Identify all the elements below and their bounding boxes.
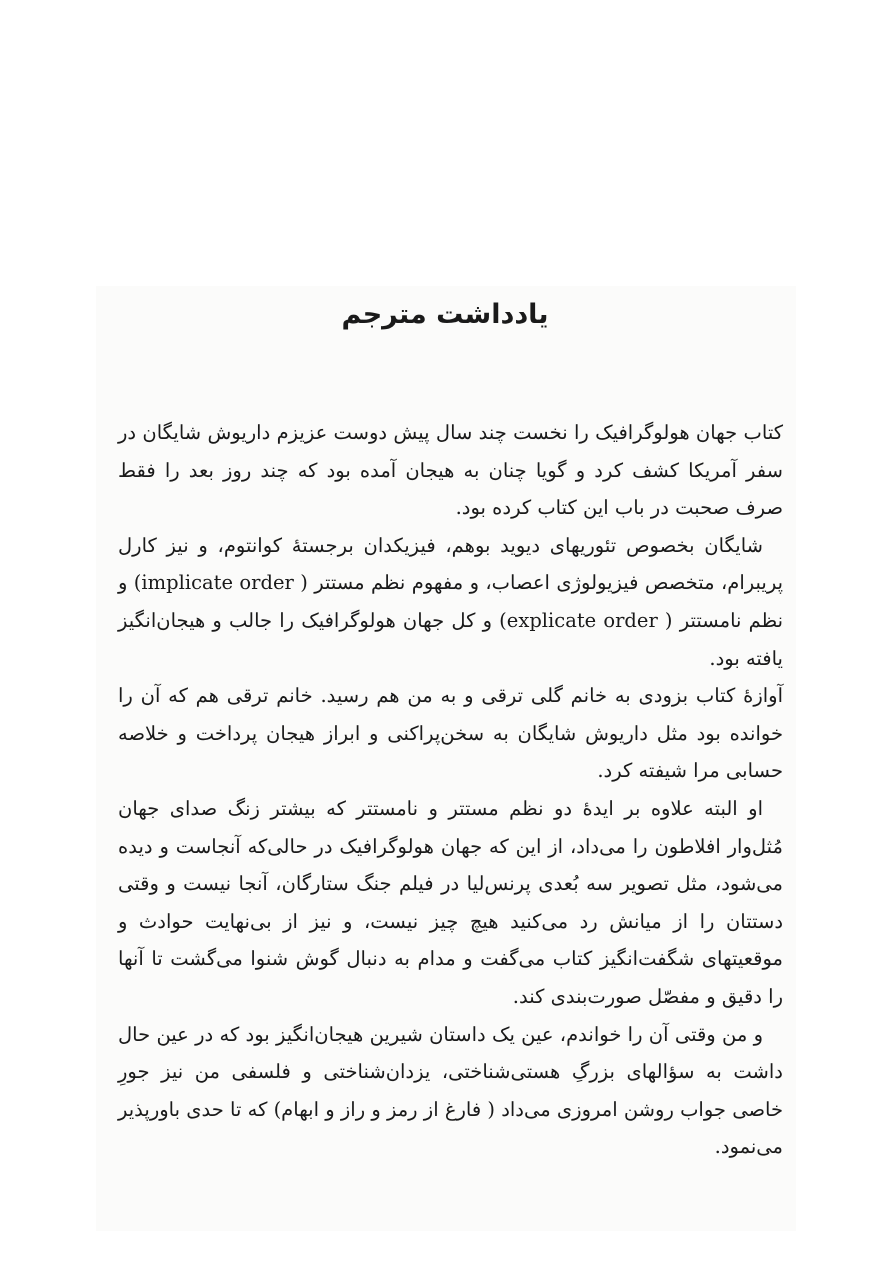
paragraph-2: شایگان بخصوص تئوریهای دیوید بوهم، فیزیکدان برجستهٔ کوانتوم، و نیز کارل پریبرام، متخصص فیزیولوژی اعصاب، و مفهوم نظم مستتر ( implicate order) و نظم نامستتر ( explicate order) و کل جهان هولوگرافیک را جالب و هیجان‌انگیز یافته بود. xyxy=(118,533,784,670)
page-title: یادداشت مترجم xyxy=(341,299,549,330)
document-body xyxy=(118,414,783,1166)
paragraph-4: او البته علاوه بر ایدهٔ دو نظم مستتر و نامستتر که بیشتر زنگ صدای جهان مُثل‌وار افلاطون را می‌داد، از این که جهان هولوگرافیک در حالی‌که آنجاست و دیده می‌شود، مثل تصویر سه بُعدی پرنس‌لیا در فیلم جنگ ستارگان، آنجا نیست و وقتی دستتان را از میانش رد می‌کنید هیچ چیز نیست، و نیز از بی‌نهایت حوادث و موقعیتهای شگفت‌انگیز کتاب می‌گفت و مدام به دنبال گوش شنوا می‌گشت تا آنها را دقیق و مفصّل صورت‌بندی کند. xyxy=(118,796,783,1008)
paragraph-5: و من وقتی آن را خواندم، عین یک داستان شیرین هیجان‌انگیز بود که در عین حال داشت به سؤالهای بزرگِ هستی‌شناختی، یزدان‌شناختی و فلسفی من نیز جورِ خاصی جواب روشن امروزی می‌داد ( فارغ از رمز و راز و ابهام) که تا حدی باورپذیر می‌نمود. xyxy=(118,1022,783,1159)
paragraph-1: کتاب جهان هولوگرافیک را نخست چند سال پیش دوست عزیزم داریوش شایگان در سفر آمریکا کشف کرد و گویا چنان به هیجان آمده بود که چند روز بعد را فقط صرف صحبت در باب این کتاب کرده بود. xyxy=(118,421,783,520)
paragraph-3: آوازهٔ کتاب بزودی به خانم گلی ترقی و به من هم رسید. خانم ترقی هم که آن را خوانده بود مثل داریوش شایگان به سخن‌پراکنی و ابراز هیجان پرداخت و خلاصه حسابی مرا شیفته کرد. xyxy=(118,684,783,783)
